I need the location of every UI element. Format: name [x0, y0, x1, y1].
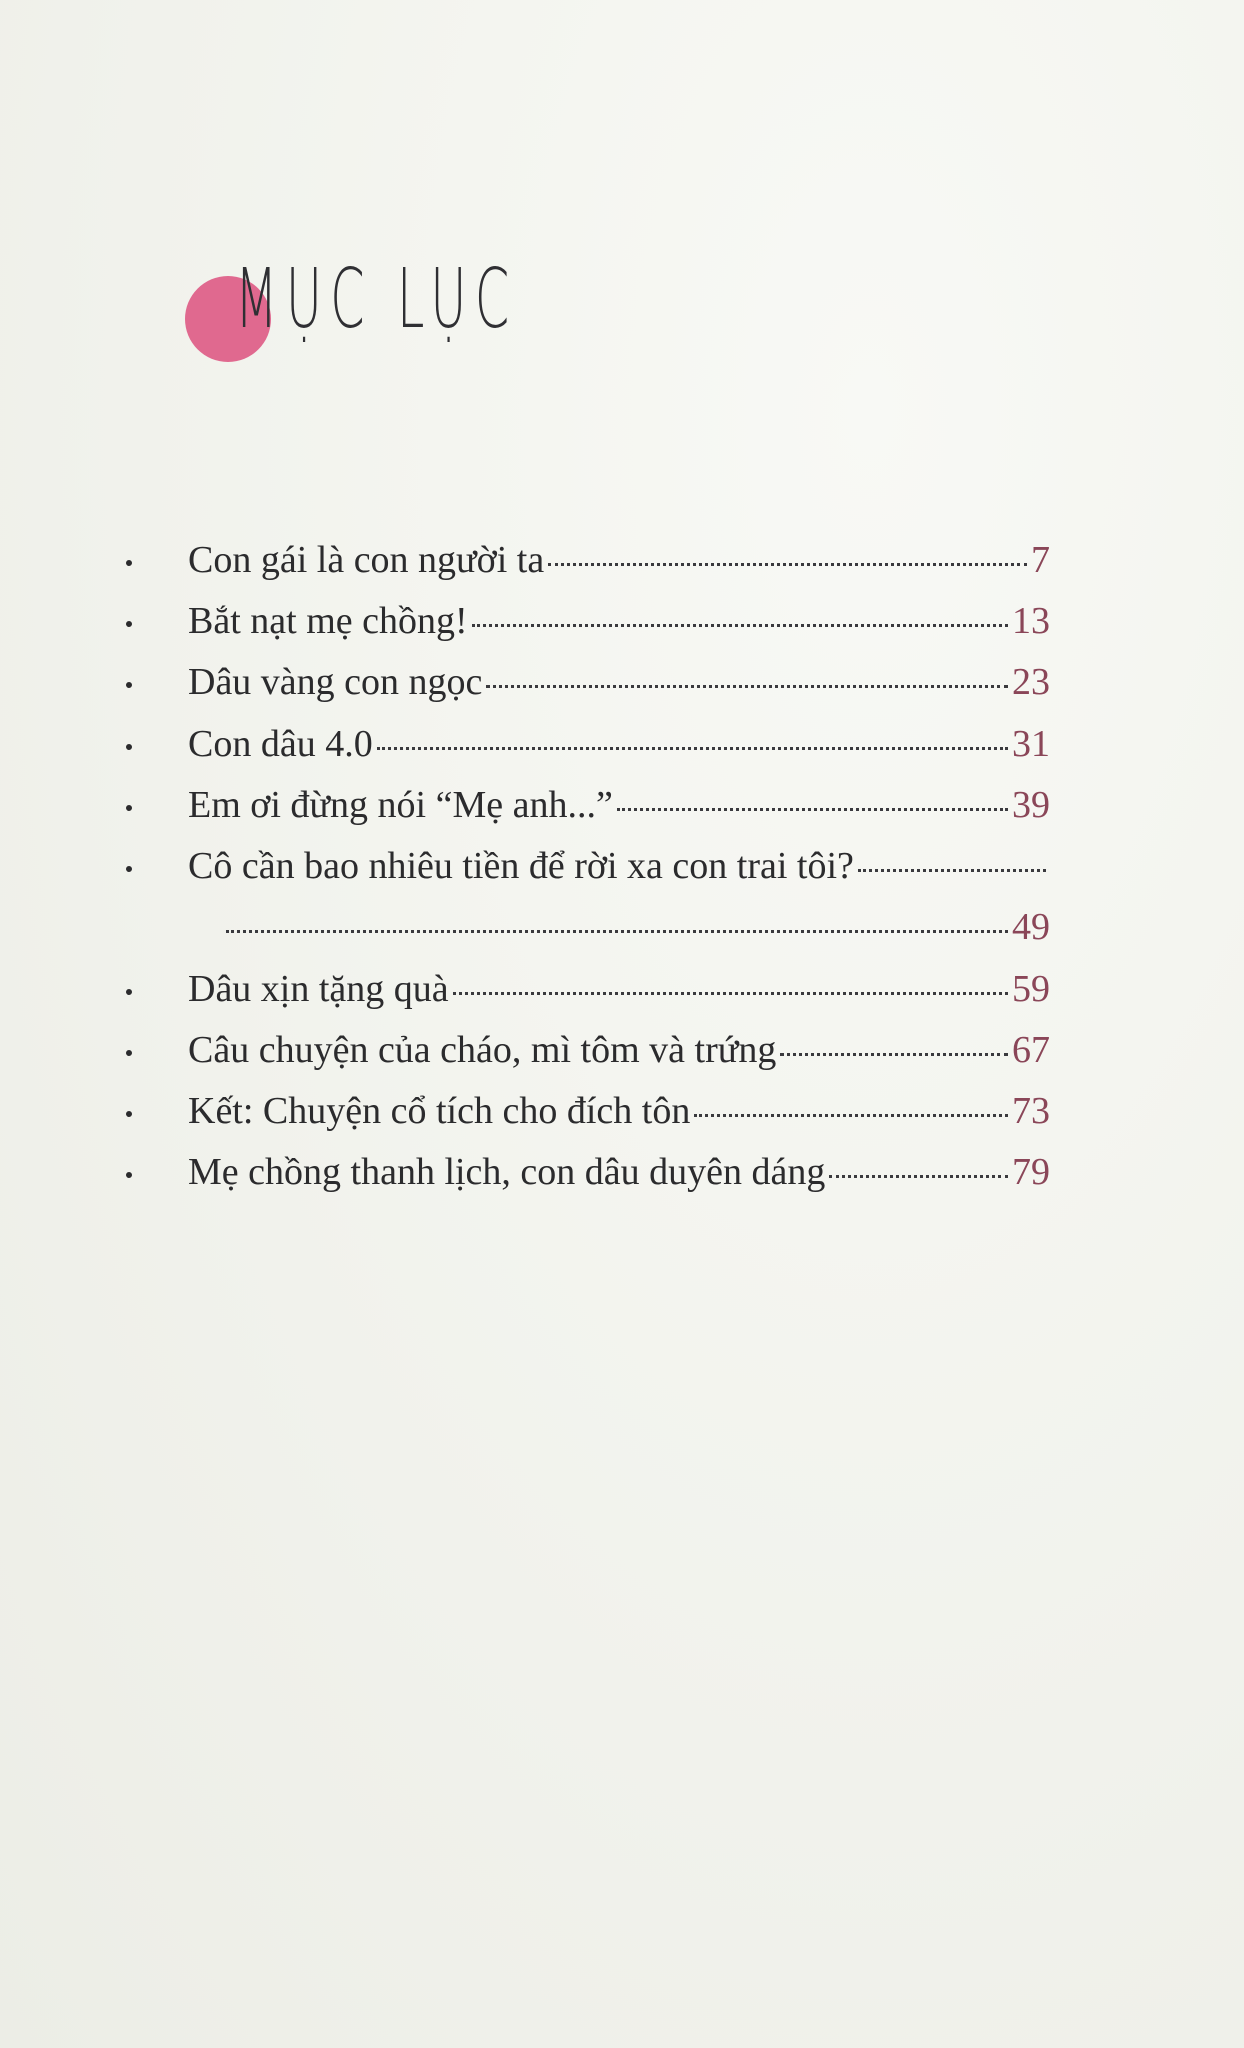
toc-entry[interactable]	[0, 714, 1244, 774]
toc-entry-title: Kết: Chuyện cổ tích cho đích tôn	[188, 1090, 691, 1132]
toc-entry-title: Em ơi đừng nói “Mẹ anh...”	[188, 784, 613, 826]
toc-entry[interactable]	[0, 530, 1244, 590]
toc-entry-title: Con dâu 4.0	[188, 723, 373, 765]
toc-entry-page: 31	[1012, 723, 1050, 765]
toc-entry-title: Cô cần bao nhiêu tiền để rời xa con trai tôi?	[188, 845, 854, 887]
dot-leader	[617, 807, 1008, 811]
bullet-icon	[126, 1172, 132, 1178]
toc-entry[interactable]	[0, 959, 1244, 1019]
toc-entry-page: 39	[1012, 784, 1050, 826]
dot-leader	[472, 623, 1008, 627]
bullet-icon	[126, 621, 132, 627]
bullet-icon	[126, 1111, 132, 1117]
toc-entry[interactable]	[0, 1081, 1244, 1141]
toc-entry-page: 73	[1012, 1090, 1050, 1132]
dot-leader	[858, 868, 1046, 872]
dot-leader	[486, 684, 1008, 688]
dot-leader	[780, 1052, 1008, 1056]
toc-entry-title: Bắt nạt mẹ chồng!	[188, 600, 468, 642]
toc-entry-page: 59	[1012, 968, 1050, 1010]
toc-entry-page: 23	[1012, 661, 1050, 703]
toc-entry-page: 79	[1012, 1151, 1050, 1193]
toc-entry-title: Mẹ chồng thanh lịch, con dâu duyên dáng	[188, 1151, 826, 1193]
toc-entry-page: 49	[1012, 906, 1050, 948]
bullet-icon	[126, 682, 132, 688]
toc-entry[interactable]	[0, 775, 1244, 835]
toc-entry[interactable]	[0, 591, 1244, 651]
bullet-icon	[126, 1050, 132, 1056]
toc-entry-continuation[interactable]	[0, 897, 1244, 957]
dot-leader	[226, 929, 1008, 933]
bullet-icon	[126, 560, 132, 566]
bullet-icon	[126, 989, 132, 995]
toc-entry[interactable]	[0, 1020, 1244, 1080]
bullet-icon	[126, 744, 132, 750]
toc-entry-page: 67	[1012, 1029, 1050, 1071]
bullet-icon	[126, 866, 132, 872]
dot-leader	[548, 562, 1027, 566]
dot-leader	[694, 1113, 1008, 1117]
toc-entry-title: Câu chuyện của cháo, mì tôm và trứng	[188, 1029, 777, 1071]
dot-leader	[829, 1174, 1008, 1178]
toc-entry[interactable]	[0, 652, 1244, 712]
toc-entry-title: Con gái là con người ta	[188, 539, 545, 581]
toc-entry-title: Dâu xịn tặng quà	[188, 968, 449, 1010]
toc-entry[interactable]	[0, 1142, 1244, 1202]
toc-entry-title: Dâu vàng con ngọc	[188, 661, 483, 703]
dot-leader	[453, 991, 1008, 995]
toc-title: MỤC LỤC	[235, 252, 518, 347]
toc-entry-page: 13	[1012, 600, 1050, 642]
dot-leader	[377, 746, 1008, 750]
bullet-icon	[126, 805, 132, 811]
toc-heading	[185, 250, 585, 380]
toc-entry-page: 7	[1031, 539, 1050, 581]
toc-entry[interactable]	[0, 836, 1244, 896]
